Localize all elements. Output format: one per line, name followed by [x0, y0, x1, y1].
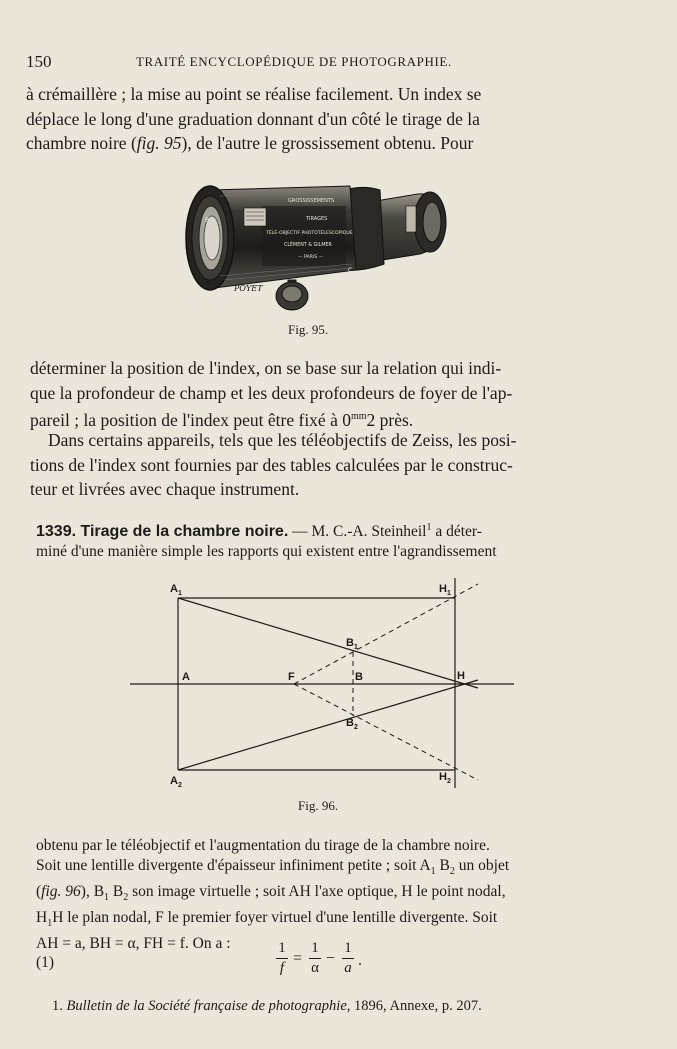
text-line: teur et livrées avec chaque instrument. [30, 479, 300, 499]
text-line [26, 131, 600, 156]
text-span: H le plan nodal, F le premier foyer virtuel d'une lentille divergente. Soit [52, 909, 498, 927]
footnote-reference: 1896, Annexe, p. 207. [350, 998, 482, 1014]
text-span: pareil ; la position de l'index peut être fixé à 0 [30, 409, 351, 430]
equals-sign: = [293, 950, 303, 967]
label-a: A [182, 671, 190, 683]
subscript: 1 [47, 918, 53, 930]
section-heading: 1339. Tirage de la chambre noire. [36, 523, 289, 541]
inscription-maker: CLÉMENT & GILMER [284, 243, 332, 248]
label-a: A [206, 279, 211, 287]
figure-95-teleobjective-engraving [180, 176, 460, 318]
fraction-1-over-a [342, 940, 354, 977]
fraction-1-over-f [276, 940, 288, 977]
label-f: F [288, 671, 295, 683]
label-h2-sub: 2 [447, 778, 451, 785]
label-h: H [457, 670, 465, 682]
text-span: ( [36, 883, 42, 901]
text-line [36, 856, 612, 882]
text-line: miné d'une manière simple les rapports qui existent entre l'agrandissement [36, 543, 497, 561]
text-line [36, 908, 612, 934]
text-span: un objet [454, 857, 510, 874]
denominator: α [311, 960, 319, 976]
figure-reference: fig. 96 [41, 883, 81, 901]
unit-superscript: mm [350, 411, 367, 422]
footnote-1 [52, 998, 612, 1015]
figure-reference: fig. 95 [136, 133, 182, 153]
label-a1: A [170, 583, 178, 595]
subscript: 2 [123, 892, 129, 904]
text-line: que la profondeur de champ et les deux profondeurs de foyer de l'ap- [30, 382, 513, 403]
text-span: ), de l'autre le grossissement obtenu. Pour [181, 133, 474, 153]
label-h1: H [439, 583, 447, 595]
equation-number: (1) [36, 954, 55, 971]
engraver-signature: POYET [234, 284, 263, 293]
text-line: Dans certains appareils, tels que les téléobjectifs de Zeiss, les posi- [48, 430, 517, 450]
numerator: 1 [344, 940, 352, 956]
subscript: 1 [104, 892, 110, 904]
label-b1: B [346, 637, 354, 649]
figure-96-caption: Fig. 96. [298, 798, 339, 813]
inscription-grossissements: GROSSISSEMENTS [288, 198, 335, 204]
text-line: à crémaillère ; la mise au point se réalise facilement. Un index se [26, 84, 482, 104]
numerator: 1 [278, 940, 286, 956]
denominator: a [344, 960, 352, 976]
text-line: déplace le long d'une graduation donnant d'un côté le tirage de la [26, 108, 480, 129]
label-a2: A [170, 775, 178, 787]
page-number: 150 [26, 52, 52, 71]
denominator: f [279, 960, 285, 976]
text-span: son image virtuelle ; soit AH l'axe optique, H le point nodal, [128, 883, 506, 901]
text-span: 2 près. [366, 409, 414, 430]
text-span: B [435, 857, 450, 874]
label-b1-sub: 1 [354, 644, 358, 651]
fraction-1-over-alpha [309, 940, 321, 977]
label-b2-sub: 2 [354, 724, 358, 731]
footnote-mark: 1 [426, 522, 432, 533]
paragraph-5 [36, 836, 612, 954]
text-span: B [109, 883, 124, 901]
footnote-source-title: Bulletin de la Société française de photographie, [66, 998, 351, 1014]
text-span: H [36, 909, 48, 927]
inscription-paris: — PARIS — [298, 255, 324, 260]
figure-96-optical-diagram [126, 572, 526, 794]
text-span: ), B [80, 883, 105, 901]
text-span: — M. C.-A. Steinheil [288, 523, 427, 541]
subscript: 2 [449, 866, 455, 878]
label-a1-sub: 1 [178, 590, 182, 597]
paragraph-1 [26, 82, 600, 156]
figure-95-caption: Fig. 95. [288, 322, 329, 337]
text-span: a déter- [431, 523, 482, 541]
subscript: 1 [430, 866, 436, 878]
label-a2-sub: 2 [178, 782, 182, 789]
paragraph-2 [30, 356, 604, 432]
text-line: tions de l'index sont fournies par des tables calculées par le construc- [30, 454, 513, 475]
paragraph-3 [30, 428, 604, 502]
label-c: C [348, 267, 353, 274]
label-h1-sub: 1 [447, 590, 451, 597]
text-line [36, 518, 608, 542]
text-line: obtenu par le téléobjectif et l'augmentation du tirage de la chambre noire. [36, 837, 490, 854]
minus-sign: − [326, 950, 336, 967]
section-1339 [36, 518, 608, 562]
footnote-number: 1. [52, 998, 67, 1014]
inscription-tirages: TIRAGES [306, 216, 328, 222]
running-title: TRAITÉ ENCYCLOPÉDIQUE DE PHOTOGRAPHIE. [136, 54, 452, 69]
text-line [36, 882, 612, 908]
period: . [358, 952, 362, 969]
numerator: 1 [311, 940, 319, 956]
label-b: B [205, 217, 210, 224]
inscription-tele-objectif: TÉLÉ-OBJECTIF PHOTOTÉLESCOPIQUE [266, 231, 353, 236]
equation-1 [36, 938, 596, 982]
text-span: Soit une lentille divergente d'épaisseur infiniment petite ; soit A [36, 857, 431, 874]
label-b2: B [346, 717, 354, 729]
text-line: AH = a, BH = α, FH = f. On a : [36, 935, 231, 953]
text-span: chambre noire ( [26, 133, 137, 153]
label-b: B [355, 671, 363, 683]
text-line: déterminer la position de l'index, on se base sur la relation qui indi- [30, 358, 502, 378]
label-h2: H [439, 771, 447, 783]
